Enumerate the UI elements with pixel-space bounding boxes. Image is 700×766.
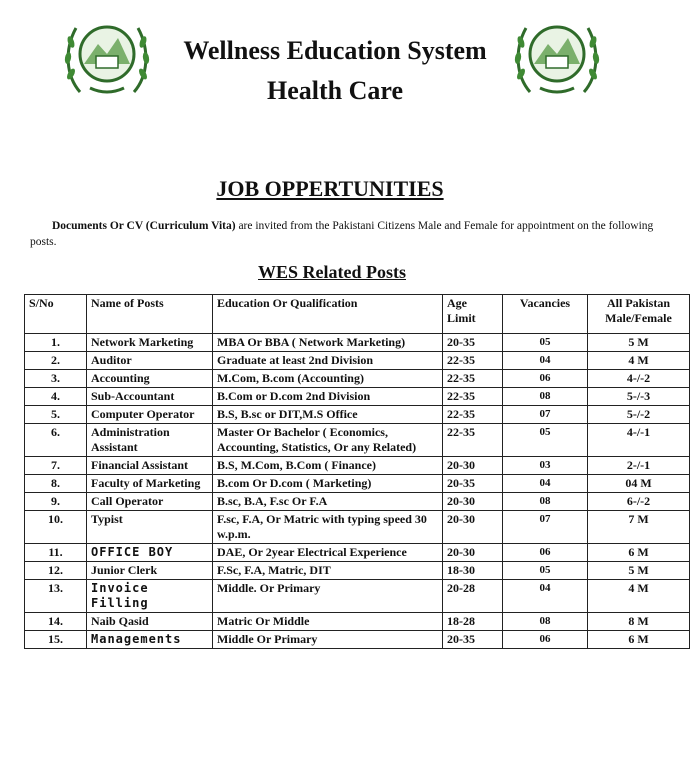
table-row — [25, 511, 690, 544]
cell-vacancies: 06 — [503, 544, 588, 562]
cell-sno: 6. — [25, 424, 87, 457]
cell-post: Managements — [87, 631, 213, 649]
cell-post: Typist — [87, 511, 213, 544]
table-row — [25, 334, 690, 352]
cell-post: Call Operator — [87, 493, 213, 511]
header-quota: All Pakistan Male/Female — [588, 295, 690, 334]
cell-vacancies: 08 — [503, 493, 588, 511]
table-row — [25, 406, 690, 424]
cell-sno: 2. — [25, 352, 87, 370]
cell-age: 20-30 — [443, 457, 503, 475]
cell-sno: 15. — [25, 631, 87, 649]
cell-education: B.S, B.sc or DIT,M.S Office — [213, 406, 443, 424]
table-row — [25, 493, 690, 511]
crest-emblem-icon — [512, 14, 602, 98]
header-vacancies: Vacancies — [503, 295, 588, 334]
table-row — [25, 544, 690, 562]
cell-education: DAE, Or 2year Electrical Experience — [213, 544, 443, 562]
cell-education: B.com Or D.com ( Marketing) — [213, 475, 443, 493]
cell-vacancies: 05 — [503, 562, 588, 580]
cell-education: MBA Or BBA ( Network Marketing) — [213, 334, 443, 352]
cell-age: 20-35 — [443, 475, 503, 493]
cell-quota: 6-/-2 — [588, 493, 690, 511]
cell-sno: 9. — [25, 493, 87, 511]
cell-education: B.sc, B.A, F.sc Or F.A — [213, 493, 443, 511]
cell-education: B.S, M.Com, B.Com ( Finance) — [213, 457, 443, 475]
cell-quota: 2-/-1 — [588, 457, 690, 475]
cell-post: Faculty of Marketing — [87, 475, 213, 493]
cell-education: B.Com or D.com 2nd Division — [213, 388, 443, 406]
cell-sno: 13. — [25, 580, 87, 613]
cell-quota: 4 M — [588, 580, 690, 613]
cell-quota: 4-/-2 — [588, 370, 690, 388]
cell-post: Sub-Accountant — [87, 388, 213, 406]
section-title: WES Related Posts — [258, 262, 406, 282]
cell-post: Financial Assistant — [87, 457, 213, 475]
notice-intro — [30, 218, 660, 250]
table-row — [25, 370, 690, 388]
cell-sno: 11. — [25, 544, 87, 562]
cell-age: 20-30 — [443, 544, 503, 562]
cell-vacancies: 08 — [503, 613, 588, 631]
cell-age: 20-30 — [443, 511, 503, 544]
cell-quota: 4 M — [588, 352, 690, 370]
table-row — [25, 388, 690, 406]
cell-age: 18-28 — [443, 613, 503, 631]
table-row — [25, 352, 690, 370]
cell-quota: 5-/-2 — [588, 406, 690, 424]
cell-sno: 7. — [25, 457, 87, 475]
cell-age: 22-35 — [443, 352, 503, 370]
cell-sno: 8. — [25, 475, 87, 493]
cell-age: 20-35 — [443, 631, 503, 649]
notice-title: JOB OPPERTUNITIES — [216, 176, 444, 201]
cell-sno: 3. — [25, 370, 87, 388]
cell-vacancies: 08 — [503, 388, 588, 406]
cell-post: Auditor — [87, 352, 213, 370]
cell-age: 20-30 — [443, 493, 503, 511]
table-row — [25, 580, 690, 613]
cell-sno: 5. — [25, 406, 87, 424]
cell-sno: 10. — [25, 511, 87, 544]
cell-vacancies: 07 — [503, 406, 588, 424]
cell-education: M.Com, B.com (Accounting) — [213, 370, 443, 388]
cell-vacancies: 07 — [503, 511, 588, 544]
cell-vacancies: 03 — [503, 457, 588, 475]
organization-name: Wellness Education System — [183, 36, 487, 65]
cell-sno: 4. — [25, 388, 87, 406]
cell-post: Computer Operator — [87, 406, 213, 424]
cell-quota: 5 M — [588, 562, 690, 580]
cell-age: 20-35 — [443, 334, 503, 352]
cell-education: Graduate at least 2nd Division — [213, 352, 443, 370]
cell-sno: 12. — [25, 562, 87, 580]
organization-subtitle: Health Care — [267, 76, 403, 105]
table-row — [25, 613, 690, 631]
cell-age: 22-35 — [443, 406, 503, 424]
cell-post: OFFICE BOY — [87, 544, 213, 562]
intro-rest: are invited from the Pakistani Citizens Male and Female for appointment on the following posts. — [30, 220, 654, 248]
header-age: Age Limit — [443, 295, 503, 334]
cell-quota: 5-/-3 — [588, 388, 690, 406]
cell-quota: 4-/-1 — [588, 424, 690, 457]
cell-post: Naib Qasid — [87, 613, 213, 631]
cell-education: F.Sc, F.A, Matric, DIT — [213, 562, 443, 580]
cell-education: Middle. Or Primary — [213, 580, 443, 613]
cell-vacancies: 05 — [503, 334, 588, 352]
cell-quota: 8 M — [588, 613, 690, 631]
cell-post: Administration Assistant — [87, 424, 213, 457]
header-education: Education Or Qualification — [213, 295, 443, 334]
cell-post: Junior Clerk — [87, 562, 213, 580]
cell-post: Accounting — [87, 370, 213, 388]
header-post: Name of Posts — [87, 295, 213, 334]
cell-post: Invoice Filling — [87, 580, 213, 613]
cell-post: Network Marketing — [87, 334, 213, 352]
cell-age: 22-35 — [443, 424, 503, 457]
cell-sno: 1. — [25, 334, 87, 352]
cell-quota: 04 M — [588, 475, 690, 493]
cell-vacancies: 05 — [503, 424, 588, 457]
cell-quota: 6 M — [588, 544, 690, 562]
cell-education: Master Or Bachelor ( Economics, Accounting, Statistics, Or any Related) — [213, 424, 443, 457]
header-sno: S/No — [25, 295, 87, 334]
table-row — [25, 424, 690, 457]
table-row — [25, 457, 690, 475]
cell-vacancies: 06 — [503, 631, 588, 649]
crest-emblem-icon — [62, 14, 152, 98]
cell-quota: 7 M — [588, 511, 690, 544]
cell-age: 22-35 — [443, 370, 503, 388]
table-row — [25, 562, 690, 580]
jobs-table — [24, 294, 690, 649]
cell-education: Matric Or Middle — [213, 613, 443, 631]
cell-quota: 6 M — [588, 631, 690, 649]
cell-sno: 14. — [25, 613, 87, 631]
table-row — [25, 631, 690, 649]
cell-education: Middle Or Primary — [213, 631, 443, 649]
cell-vacancies: 04 — [503, 475, 588, 493]
cell-quota: 5 M — [588, 334, 690, 352]
table-header-row — [25, 295, 690, 334]
intro-lead: Documents Or CV (Curriculum Vita) — [52, 220, 236, 232]
cell-age: 18-30 — [443, 562, 503, 580]
cell-vacancies: 06 — [503, 370, 588, 388]
cell-vacancies: 04 — [503, 352, 588, 370]
cell-age: 20-28 — [443, 580, 503, 613]
cell-age: 22-35 — [443, 388, 503, 406]
cell-education: F.sc, F.A, Or Matric with typing speed 30 w.p.m. — [213, 511, 443, 544]
table-row — [25, 475, 690, 493]
cell-vacancies: 04 — [503, 580, 588, 613]
